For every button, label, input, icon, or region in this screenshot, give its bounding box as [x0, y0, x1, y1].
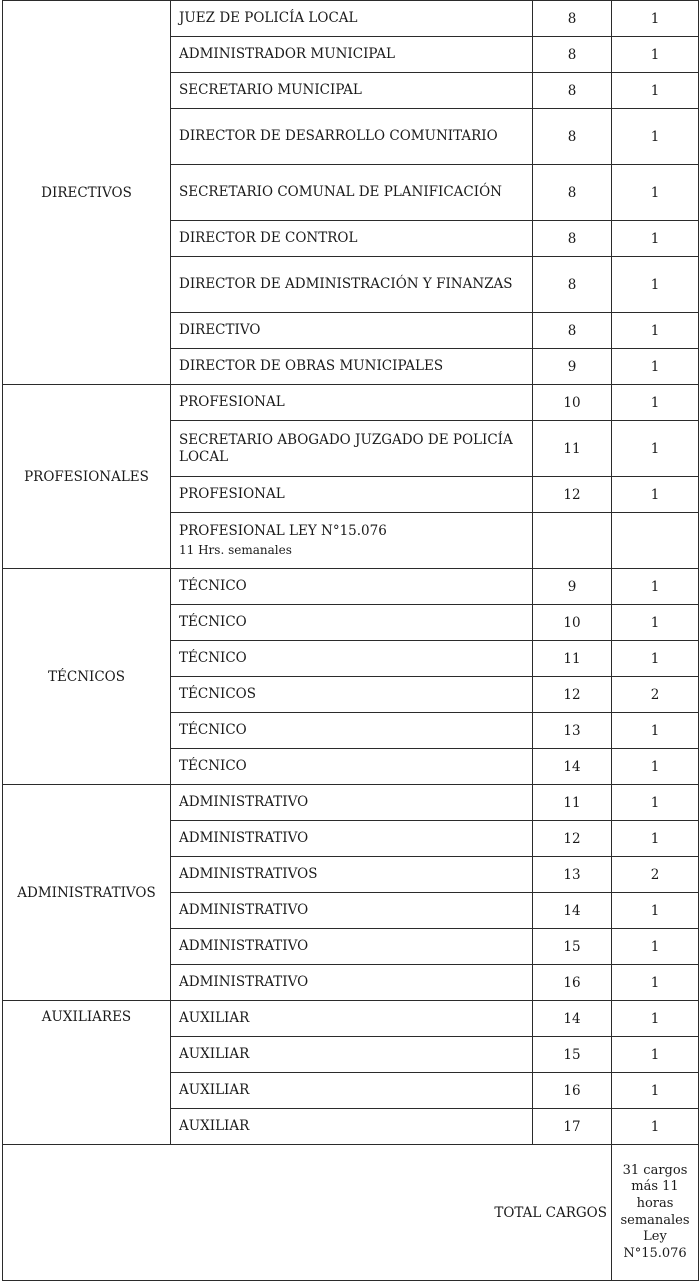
position-name: TÉCNICOS — [179, 686, 256, 703]
position-cell — [171, 73, 533, 109]
position-cell — [171, 257, 533, 313]
count-cell: 1 — [612, 73, 699, 109]
position-cell — [171, 385, 533, 421]
count-cell: 1 — [612, 165, 699, 221]
count-cell: 1 — [612, 641, 699, 677]
position-cell — [171, 749, 533, 785]
table-row — [3, 785, 699, 821]
grade-cell: 12 — [533, 677, 612, 713]
group-label: AUXILIARES — [3, 1001, 171, 1145]
position-name: ADMINISTRATIVOS — [179, 866, 318, 883]
table-row — [3, 385, 699, 421]
position-name: ADMINISTRATIVO — [179, 794, 309, 811]
count-cell: 1 — [612, 893, 699, 929]
position-cell — [171, 569, 533, 605]
position-cell — [171, 677, 533, 713]
grade-cell: 13 — [533, 713, 612, 749]
position-cell — [171, 713, 533, 749]
position-cell — [171, 513, 533, 569]
count-cell: 1 — [612, 569, 699, 605]
grade-cell: 11 — [533, 421, 612, 477]
grade-cell: 12 — [533, 477, 612, 513]
grade-cell: 10 — [533, 385, 612, 421]
grade-cell: 17 — [533, 1109, 612, 1145]
total-value — [612, 1145, 699, 1281]
grade-cell: 14 — [533, 1001, 612, 1037]
position-name: SECRETARIO COMUNAL DE PLANIFICACIÓN — [179, 184, 502, 201]
group-label: DIRECTIVOS — [3, 1, 171, 385]
group-label: ADMINISTRATIVOS — [3, 785, 171, 1001]
grade-cell: 8 — [533, 257, 612, 313]
position-name: DIRECTOR DE CONTROL — [179, 230, 358, 247]
grade-cell: 8 — [533, 221, 612, 257]
table-row — [3, 569, 699, 605]
position-name: DIRECTIVO — [179, 322, 261, 339]
grade-cell: 16 — [533, 965, 612, 1001]
count-cell: 1 — [612, 749, 699, 785]
count-cell: 1 — [612, 421, 699, 477]
position-name: TÉCNICO — [179, 650, 247, 667]
position-cell — [171, 605, 533, 641]
position-cell — [171, 221, 533, 257]
count-cell: 1 — [612, 965, 699, 1001]
count-cell: 1 — [612, 477, 699, 513]
position-cell — [171, 109, 533, 165]
grade-cell: 14 — [533, 893, 612, 929]
count-cell: 1 — [612, 1001, 699, 1037]
total-value-line: Ley — [643, 1229, 667, 1245]
position-cell — [171, 1001, 533, 1037]
position-name: ADMINISTRATIVO — [179, 902, 309, 919]
position-cell — [171, 477, 533, 513]
total-value-line: horas — [636, 1195, 674, 1211]
position-name: SECRETARIO MUNICIPAL — [179, 82, 362, 99]
position-name: AUXILIAR — [179, 1118, 250, 1135]
staffing-table — [2, 0, 699, 1281]
grade-cell: 11 — [533, 641, 612, 677]
position-cell — [171, 1, 533, 37]
grade-cell: 9 — [533, 569, 612, 605]
group-label: PROFESIONALES — [3, 385, 171, 569]
position-cell — [171, 893, 533, 929]
position-cell — [171, 349, 533, 385]
position-cell — [171, 965, 533, 1001]
count-cell: 2 — [612, 677, 699, 713]
position-cell — [171, 1073, 533, 1109]
grade-cell: 11 — [533, 785, 612, 821]
position-name: TÉCNICO — [179, 758, 247, 775]
position-name: ADMINISTRATIVO — [179, 974, 309, 991]
count-cell: 1 — [612, 349, 699, 385]
position-name: ADMINISTRADOR MUNICIPAL — [179, 46, 395, 63]
grade-cell: 8 — [533, 1, 612, 37]
position-name: TÉCNICO — [179, 578, 247, 595]
grade-cell — [533, 513, 612, 569]
total-value-line: 31 cargos — [622, 1162, 688, 1178]
grade-cell: 9 — [533, 349, 612, 385]
position-name: PROFESIONAL — [179, 394, 285, 411]
grade-cell: 8 — [533, 313, 612, 349]
position-name: ADMINISTRATIVO — [179, 830, 309, 847]
grade-cell: 8 — [533, 37, 612, 73]
count-cell: 1 — [612, 785, 699, 821]
grade-cell: 16 — [533, 1073, 612, 1109]
count-cell: 1 — [612, 821, 699, 857]
position-cell — [171, 165, 533, 221]
position-cell — [171, 421, 533, 477]
position-cell — [171, 929, 533, 965]
grade-cell: 10 — [533, 605, 612, 641]
count-cell: 1 — [612, 385, 699, 421]
position-cell — [171, 37, 533, 73]
staffing-table-body — [3, 1, 699, 1281]
count-cell: 1 — [612, 929, 699, 965]
grade-cell: 14 — [533, 749, 612, 785]
position-cell — [171, 313, 533, 349]
position-name: TÉCNICO — [179, 722, 247, 739]
grade-cell: 8 — [533, 109, 612, 165]
total-label: TOTAL CARGOS — [3, 1145, 612, 1281]
count-cell: 2 — [612, 857, 699, 893]
position-cell — [171, 1037, 533, 1073]
grade-cell: 15 — [533, 1037, 612, 1073]
total-value-line: más 11 — [631, 1179, 679, 1195]
count-cell: 1 — [612, 605, 699, 641]
total-row — [3, 1145, 699, 1281]
position-cell — [171, 821, 533, 857]
position-name: AUXILIAR — [179, 1082, 250, 1099]
table-row — [3, 1, 699, 37]
position-name: AUXILIAR — [179, 1046, 250, 1063]
count-cell: 1 — [612, 1037, 699, 1073]
count-cell: 1 — [612, 1, 699, 37]
group-label: TÉCNICOS — [3, 569, 171, 785]
position-name: TÉCNICO — [179, 614, 247, 631]
position-name: PROFESIONAL — [179, 486, 285, 503]
count-cell: 1 — [612, 257, 699, 313]
count-cell: 1 — [612, 1073, 699, 1109]
grade-cell: 8 — [533, 73, 612, 109]
total-value-line: N°15.076 — [623, 1245, 687, 1261]
count-cell: 1 — [612, 109, 699, 165]
table-row — [3, 1001, 699, 1037]
count-cell: 1 — [612, 221, 699, 257]
position-cell — [171, 641, 533, 677]
count-cell: 1 — [612, 713, 699, 749]
position-cell — [171, 785, 533, 821]
position-name: ADMINISTRATIVO — [179, 938, 309, 955]
count-cell: 1 — [612, 313, 699, 349]
total-value-line: semanales — [620, 1212, 690, 1228]
position-note: 11 Hrs. semanales — [179, 542, 292, 557]
position-name: PROFESIONAL LEY N°15.076 — [179, 523, 387, 540]
position-cell — [171, 1109, 533, 1145]
position-name: SECRETARIO ABOGADO JUZGADO DE POLICÍA LOCAL — [179, 431, 513, 465]
position-name: DIRECTOR DE DESARROLLO COMUNITARIO — [179, 128, 498, 145]
grade-cell: 15 — [533, 929, 612, 965]
position-name: AUXILIAR — [179, 1010, 250, 1027]
grade-cell: 8 — [533, 165, 612, 221]
position-name: JUEZ DE POLICÍA LOCAL — [179, 10, 358, 27]
position-name: DIRECTOR DE OBRAS MUNICIPALES — [179, 358, 444, 375]
count-cell: 1 — [612, 37, 699, 73]
grade-cell: 13 — [533, 857, 612, 893]
count-cell: 1 — [612, 1109, 699, 1145]
count-cell — [612, 513, 699, 569]
position-name: DIRECTOR DE ADMINISTRACIÓN Y FINANZAS — [179, 276, 513, 293]
position-cell — [171, 857, 533, 893]
grade-cell: 12 — [533, 821, 612, 857]
